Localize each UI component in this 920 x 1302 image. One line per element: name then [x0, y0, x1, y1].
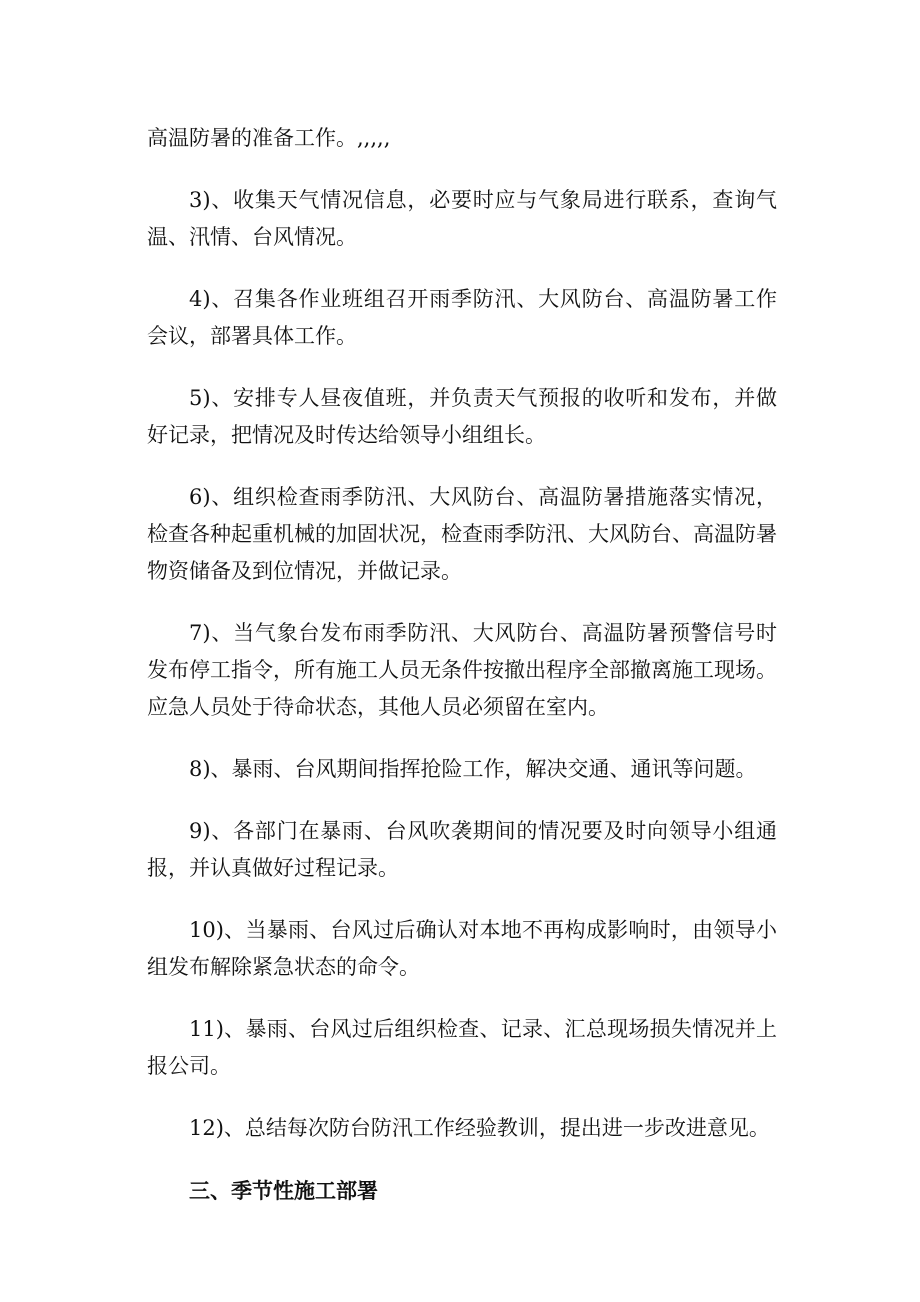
paragraph-item-11: 11)、暴雨、台风过后组织检查、记录、汇总现场损失情况并上报公司。 [147, 1017, 777, 1078]
paragraph-item-6: 6)、组织检查雨季防汛、大风防台、高温防暑措施落实情况，检查各种起重机械的加固状况，检查雨季防汛、大风防台、高温防暑物资储备及到位情况，并做记录。 [147, 485, 777, 583]
paragraph-item-3: 3)、收集天气情况信息，必要时应与气象局进行联系，查询气温、汛情、台风情况。 [147, 188, 777, 249]
document-body [147, 120, 777, 1209]
paragraph-item-12: 12)、总结每次防台防汛工作经验教训，提出进一步改进意见。 [189, 1116, 770, 1140]
paragraph-continuation: 高温防暑的准备工作。,,,,, [147, 126, 391, 150]
paragraph-item-5: 5)、安排专人昼夜值班，并负责天气预报的收听和发布，并做好记录，把情况及时传达给领导小组组长。 [147, 386, 777, 447]
paragraph-item-7: 7)、当气象台发布雨季防汛、大风防台、高温防暑预警信号时发布停工指令，所有施工人员无条件按撤出程序全部撤离施工现场。应急人员处于待命状态，其他人员必须留在室内。 [147, 621, 777, 719]
paragraph-item-9: 9)、各部门在暴雨、台风吹袭期间的情况要及时向领导小组通报，并认真做好过程记录。 [147, 819, 777, 880]
section-heading: 三、季节性施工部署 [189, 1178, 378, 1203]
paragraph-item-4: 4)、召集各作业班组召开雨季防汛、大风防台、高温防暑工作会议，部署具体工作。 [147, 287, 777, 348]
paragraph-item-10: 10)、当暴雨、台风过后确认对本地不再构成影响时，由领导小组发布解除紧急状态的命令。 [147, 918, 777, 979]
paragraph-item-8: 8)、暴雨、台风期间指挥抢险工作，解决交通、通讯等问题。 [189, 757, 757, 781]
